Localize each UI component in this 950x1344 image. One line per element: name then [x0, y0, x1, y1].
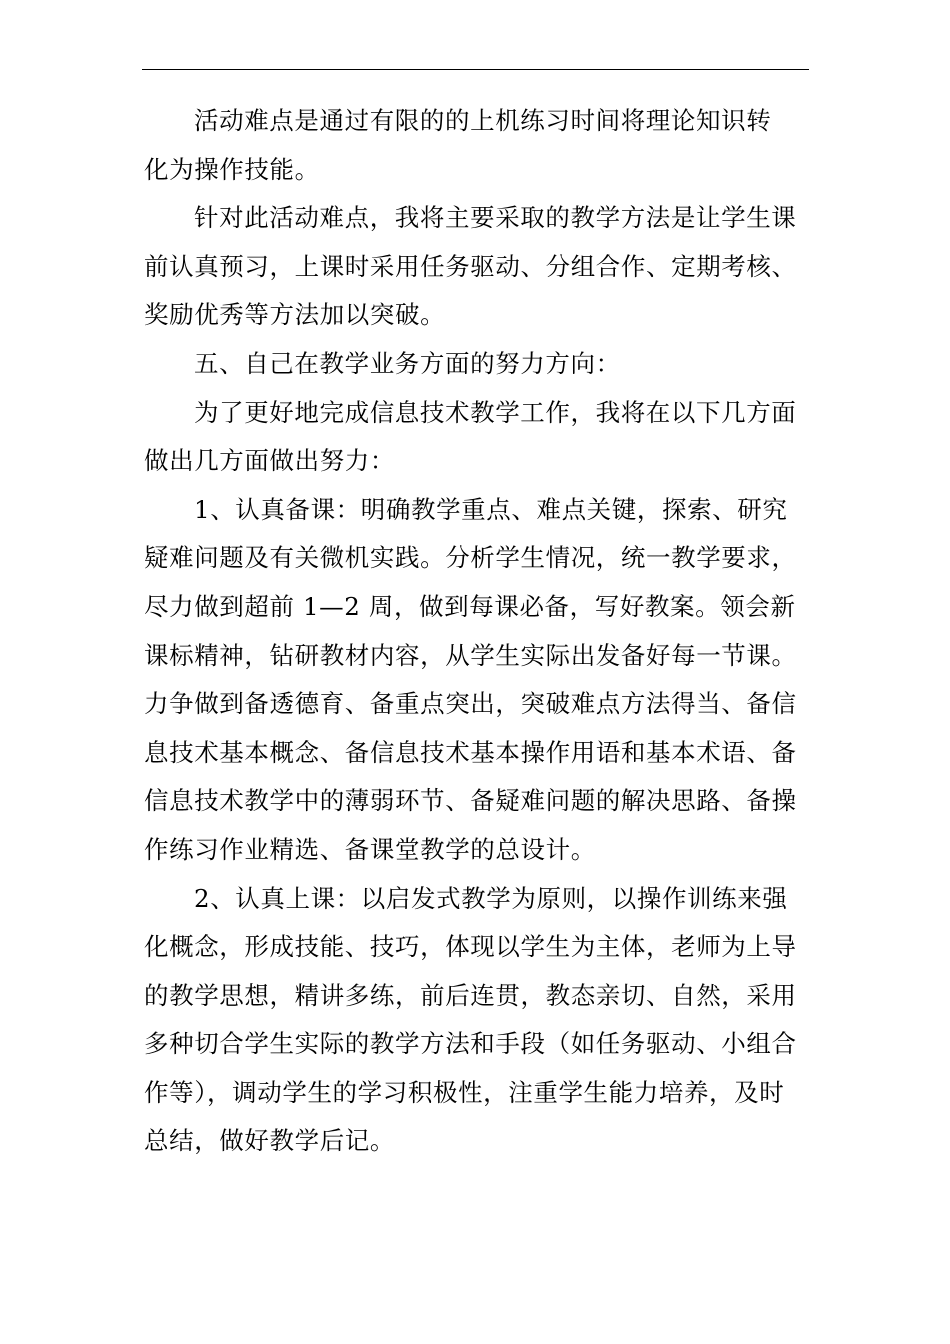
text-line-16: 作练习作业精选、备课堂教学的总设计。 [144, 834, 596, 864]
text-line-21: 作等），调动学生的学习积极性，注重学生能力培养，及时 [144, 1077, 785, 1107]
text-line-13: 力争做到备透德育、备重点突出，突破难点方法得当、备信 [144, 689, 797, 719]
text-line-4: 前认真预习，上课时采用任务驱动、分组合作、定期考核、 [144, 251, 797, 281]
text-line-14: 息技术基本概念、备信息技术基本操作用语和基本术语、备 [144, 737, 797, 767]
text-line-11: 尽力做到超前 1—2 周，做到每课必备，写好教案。领会新 [144, 591, 796, 621]
text-line-3: 针对此活动难点，我将主要采取的教学方法是让学生课 [194, 203, 797, 233]
text-line-18: 化概念，形成技能、技巧，体现以学生为主体，老师为上导 [144, 932, 797, 962]
text-line-15: 信息技术教学中的薄弱环节、备疑难问题的解决思路、备操 [144, 786, 797, 816]
document-body [144, 97, 808, 1166]
text-line-20: 多种切合学生实际的教学方法和手段（如任务驱动、小组合 [144, 1029, 797, 1059]
text-line-8: 做出几方面做出努力： [144, 446, 395, 476]
text-line-19: 的教学思想，精讲多练，前后连贯，教态亲切、自然，采用 [144, 980, 797, 1010]
text-line-5: 奖励优秀等方法加以突破。 [144, 300, 446, 330]
text-line-22: 总结，做好教学后记。 [144, 1126, 395, 1156]
text-line-2: 化为操作技能。 [144, 154, 320, 184]
text-line-7: 为了更好地完成信息技术教学工作，我将在以下几方面 [194, 397, 797, 427]
text-line-1: 活动难点是通过有限的的上机练习时间将理论知识转 [194, 106, 772, 135]
text-line-12: 课标精神，钻研教材内容，从学生实际出发备好每一节课。 [144, 640, 797, 670]
text-line-10: 疑难问题及有关微机实践。分析学生情况，统一教学要求， [144, 543, 797, 573]
section-heading: 五、自己在教学业务方面的努力方向： [194, 348, 621, 378]
text-line-9: 1、认真备课：明确教学重点、难点关键，探索、研究 [194, 494, 788, 524]
text-line-17: 2、认真上课：以启发式教学为原则，以操作训练来强 [194, 883, 788, 913]
header-rule [142, 69, 809, 70]
